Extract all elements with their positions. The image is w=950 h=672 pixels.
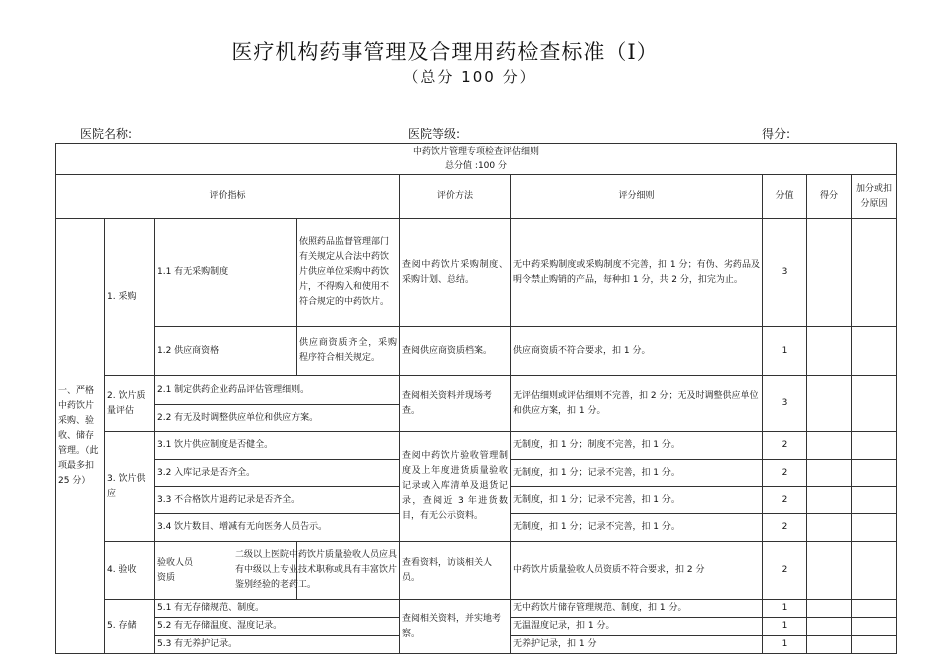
reason-cell-3-3[interactable] xyxy=(852,487,897,514)
detail-5-1: 无中药饮片储存管理规范、制度，扣 1 分。 xyxy=(511,600,763,618)
value-1-2: 1 xyxy=(763,327,807,376)
method-1-1: 查阅中药饮片采购制度、采购计划、总结。 xyxy=(400,219,511,327)
score-cell-3-4[interactable] xyxy=(807,514,852,542)
item-4-text: 验收人员资质 xyxy=(157,557,194,583)
table-title-line1: 中药饮片管理专项检查评估细则 xyxy=(413,147,540,157)
score-cell-5-1[interactable] xyxy=(807,600,852,618)
reason-cell-3-1[interactable] xyxy=(852,432,897,460)
score-cell-3-3[interactable] xyxy=(807,487,852,514)
item-1-2: 1.2 供应商资格 xyxy=(155,327,297,376)
table-header-row xyxy=(56,175,897,219)
value-5-2: 1 xyxy=(763,618,807,636)
inspection-table xyxy=(55,143,897,654)
header-score: 得分 xyxy=(807,175,852,219)
score-cell-3-1[interactable] xyxy=(807,432,852,460)
reason-cell-4[interactable] xyxy=(852,542,897,600)
detail-5-2: 无温湿度记录，扣 1 分。 xyxy=(511,618,763,636)
method-5: 查阅相关资料，并实地考察。 xyxy=(400,600,511,654)
value-1-1: 3 xyxy=(763,219,807,327)
table-row xyxy=(56,219,897,327)
header-indicator: 评价指标 xyxy=(56,175,400,219)
table-row xyxy=(56,327,897,376)
category-storage: 5. 存储 xyxy=(105,600,155,654)
detail-3-4: 无制度，扣 1 分；记录不完善，扣 1 分。 xyxy=(511,514,763,542)
table-row xyxy=(56,432,897,460)
item-3-2: 3.2 入库记录是否齐全。 xyxy=(155,460,400,487)
item-5-1: 5.1 有无存储规范、制度。 xyxy=(155,600,400,618)
method-1-2: 查阅供应商资质档案。 xyxy=(400,327,511,376)
detail-3-2: 无制度，扣 1 分；记录不完善，扣 1 分。 xyxy=(511,460,763,487)
score-cell-4[interactable] xyxy=(807,542,852,600)
category-purchase: 1. 采购 xyxy=(105,219,155,376)
detail-4: 中药饮片质量验收人员资质不符合要求，扣 2 分 xyxy=(511,542,763,600)
value-3-2: 2 xyxy=(763,460,807,487)
detail-2: 无评估细则或评估细则不完善，扣 2 分；无及时调整供应单位和供应方案，扣 1 分。 xyxy=(511,376,763,432)
header-method: 评价方法 xyxy=(400,175,511,219)
header-detail: 评分细则 xyxy=(511,175,763,219)
method-3: 查阅中药饮片验收管理制度及上年度进货质量验收记录或入库清单及退货记录，查阅近 3 年进货数目，有无公示资料。 xyxy=(400,432,511,542)
header-reason: 加分或扣分原因 xyxy=(852,175,897,219)
reason-cell-1-2[interactable] xyxy=(852,327,897,376)
header-value: 分值 xyxy=(763,175,807,219)
detail-1-1: 无中药采购制度或采购制度不完善，扣 1 分；有伪、劣药品及明令禁止购销的产品，每种扣 1 分，共 2 分，扣完为止。 xyxy=(511,219,763,327)
table-title-row xyxy=(56,144,897,175)
score-cell-5-3[interactable] xyxy=(807,636,852,654)
item-5-2: 5.2 有无存储温度、湿度记录。 xyxy=(155,618,400,636)
table-row xyxy=(56,542,897,600)
category-quality: 2. 饮片质量评估 xyxy=(105,376,155,432)
method-4: 查看资料，访谈相关人员。 xyxy=(400,542,511,600)
item-5-3: 5.3 有无养护记录。 xyxy=(155,636,400,654)
hospital-level-label: 医院等级: xyxy=(408,127,461,141)
category-acceptance: 4. 验收 xyxy=(105,542,155,600)
score-cell-1-1[interactable] xyxy=(807,219,852,327)
item-2-2: 2.2 有无及时调整供应单位和供应方案。 xyxy=(155,405,400,432)
value-3-1: 2 xyxy=(763,432,807,460)
score-cell-2[interactable] xyxy=(807,376,852,432)
requirement-4 xyxy=(235,542,400,600)
requirement-1-2: 供应商资质齐全，采购程序符合相关规定。 xyxy=(297,327,400,376)
score-label: 得分: xyxy=(762,127,791,141)
requirement-1-1: 依照药品监督管理部门有关规定从合法中药饮片供应单位采购中药饮片，不得购入和使用不符合规定的中药饮片。 xyxy=(297,219,400,327)
value-4: 2 xyxy=(763,542,807,600)
reason-cell-5-1[interactable] xyxy=(852,600,897,618)
reason-cell-3-4[interactable] xyxy=(852,514,897,542)
method-2: 查阅相关资料并现场考查。 xyxy=(400,376,511,432)
value-3-4: 2 xyxy=(763,514,807,542)
table-row xyxy=(56,600,897,618)
document-title: 医疗机构药事管理及合理用药检查标准（Ⅰ） xyxy=(231,40,659,64)
table-title xyxy=(56,144,897,175)
detail-3-3: 无制度，扣 1 分；记录不完善，扣 1 分。 xyxy=(511,487,763,514)
score-cell-5-2[interactable] xyxy=(807,618,852,636)
table-row xyxy=(56,376,897,405)
section-label: 一、严格中药饮片采购、验收、储存管理。（此项最多扣 25 分） xyxy=(56,219,105,654)
reason-cell-5-3[interactable] xyxy=(852,636,897,654)
reason-cell-2[interactable] xyxy=(852,376,897,432)
item-1-1: 1.1 有无采购制度 xyxy=(155,219,297,327)
detail-5-3: 无养护记录，扣 1 分 xyxy=(511,636,763,654)
requirement-4-text: 二级以上医院中药饮片质量验收人员应具有中级以上专业技术职称或具有丰富饮片鉴别经验的老药工。 xyxy=(235,550,398,590)
value-2: 3 xyxy=(763,376,807,432)
detail-1-2: 供应商资质不符合要求，扣 1 分。 xyxy=(511,327,763,376)
value-3-3: 2 xyxy=(763,487,807,514)
category-supply: 3. 饮片供应 xyxy=(105,432,155,542)
document-subtitle: （总分 100 分） xyxy=(403,68,537,86)
score-cell-3-2[interactable] xyxy=(807,460,852,487)
hospital-name-label: 医院名称: xyxy=(80,127,133,141)
value-5-3: 1 xyxy=(763,636,807,654)
item-3-4: 3.4 饮片数目、增减有无向医务人员告示。 xyxy=(155,514,400,542)
reason-cell-1-1[interactable] xyxy=(852,219,897,327)
reason-cell-5-2[interactable] xyxy=(852,618,897,636)
score-cell-1-2[interactable] xyxy=(807,327,852,376)
value-5-1: 1 xyxy=(763,600,807,618)
table-title-line2: 总分值 :100 分 xyxy=(445,161,507,171)
item-3-3: 3.3 不合格饮片退药记录是否齐全。 xyxy=(155,487,400,514)
detail-3-1: 无制度，扣 1 分；制度不完善，扣 1 分。 xyxy=(511,432,763,460)
item-2-1: 2.1 制定供药企业药品评估管理细则。 xyxy=(155,376,400,405)
item-3-1: 3.1 饮片供应制度是否健全。 xyxy=(155,432,400,460)
reason-cell-3-2[interactable] xyxy=(852,460,897,487)
